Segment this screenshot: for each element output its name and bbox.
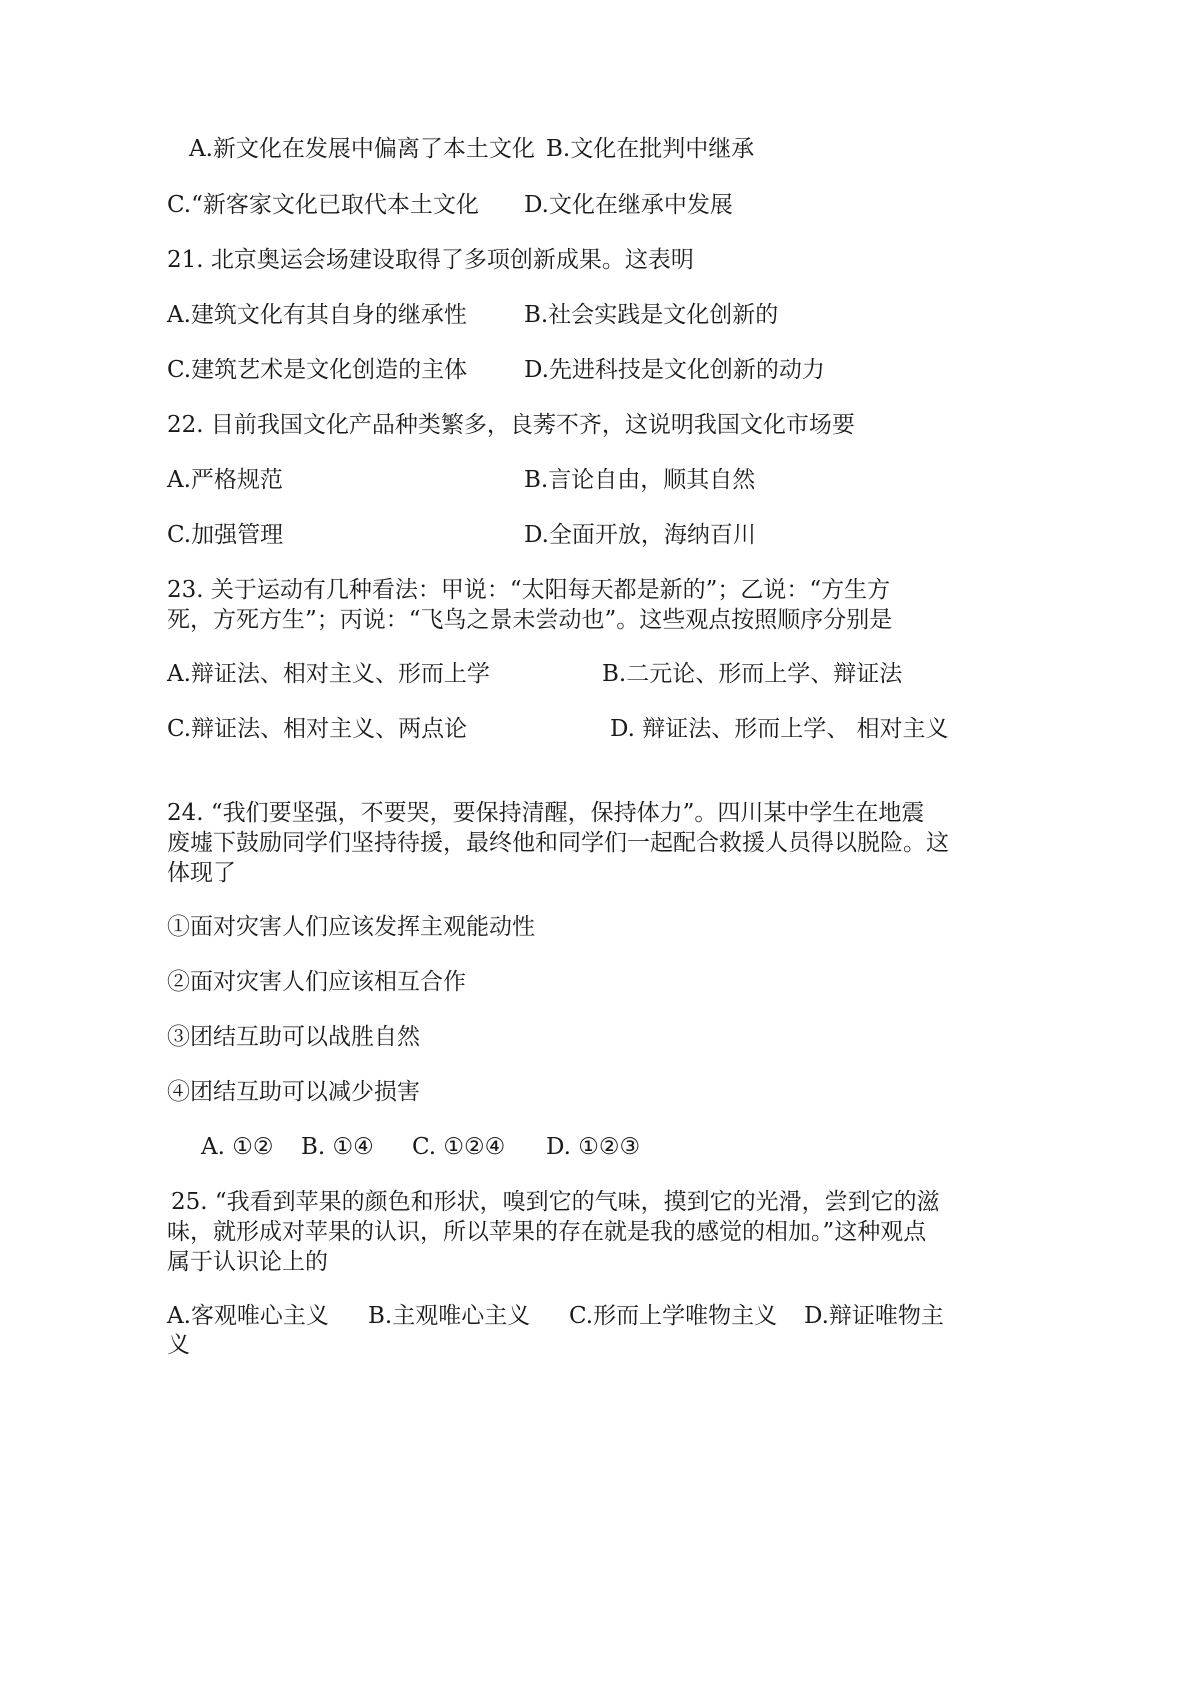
q25-option-d: D.辩证唯物主 [804, 1303, 944, 1329]
q24-option-c: C. ①②④ [412, 1134, 506, 1160]
q21-option-a: A.建筑文化有其自身的继承性 [167, 302, 467, 328]
q22-option-d: D.全面开放，海纳百川 [524, 522, 756, 548]
q25-option-a: A.客观唯心主义 [167, 1303, 329, 1329]
q23-option-d: D. 辩证法、形而上学、 相对主义 [610, 716, 949, 742]
q24-option-b: B. ①④ [301, 1134, 374, 1160]
q21-option-d: D.先进科技是文化创新的动力 [524, 357, 825, 383]
q24-stem-line-3: 体现了 [167, 860, 236, 886]
q24-statement-1: ①面对灾害人们应该发挥主观能动性 [167, 914, 535, 940]
q25-option-c: C.形而上学唯物主义 [569, 1303, 778, 1329]
q20-option-a: A.新文化在发展中偏离了本土文化 [189, 136, 535, 162]
q22-option-b: B.言论自由，顺其自然 [524, 467, 756, 493]
q24-stem-line-1: 24. “我们要坚强，不要哭，要保持清醒，保持体力”。四川某中学生在地震 [167, 800, 925, 826]
q23-option-c: C.辩证法、相对主义、两点论 [167, 716, 468, 742]
q25-option-b: B.主观唯心主义 [368, 1303, 531, 1329]
q20-option-d: D.文化在继承中发展 [524, 192, 733, 218]
q24-option-d: D. ①②③ [546, 1134, 641, 1160]
q24-statement-2: ②面对灾害人们应该相互合作 [167, 969, 466, 995]
q25-stem-line-2: 味，就形成对苹果的认识，所以苹果的存在就是我的感觉的相加。”这种观点 [167, 1219, 927, 1245]
q23-option-a: A.辩证法、相对主义、形而上学 [167, 661, 490, 687]
q24-option-a: A. ①② [201, 1134, 274, 1160]
q22-option-a: A.严格规范 [167, 467, 283, 493]
q21-stem: 21. 北京奥运会场建设取得了多项创新成果。这表明 [167, 247, 694, 273]
q21-option-b: B.社会实践是文化创新的 [524, 302, 779, 328]
q24-statement-4: ④团结互助可以减少损害 [167, 1079, 420, 1105]
q22-stem: 22. 目前我国文化产品种类繁多，良莠不齐，这说明我国文化市场要 [167, 412, 855, 438]
q25-stem-line-1: 25. “我看到苹果的颜色和形状，嗅到它的气味，摸到它的光滑，尝到它的滋 [171, 1189, 940, 1215]
q24-statement-3: ③团结互助可以战胜自然 [167, 1024, 420, 1050]
q22-option-c: C.加强管理 [167, 522, 284, 548]
q24-stem-line-2: 废墟下鼓励同学们坚持待援，最终他和同学们一起配合救援人员得以脱险。这 [167, 830, 949, 856]
q20-option-c: C.“新客家文化已取代本土文化 [167, 192, 479, 218]
q20-option-b: B.文化在批判中继承 [546, 136, 755, 162]
q25-option-d-continuation: 义 [167, 1332, 190, 1358]
q23-stem-line-2: 死，方死方生”；丙说：“飞鸟之景未尝动也”。这些观点按照顺序分别是 [167, 607, 893, 633]
q23-option-b: B.二元论、形而上学、辩证法 [602, 661, 903, 687]
q23-stem-line-1: 23. 关于运动有几种看法：甲说：“太阳每天都是新的”；乙说：“方生方 [167, 577, 891, 603]
q21-option-c: C.建筑艺术是文化创造的主体 [167, 357, 468, 383]
q25-stem-line-3: 属于认识论上的 [167, 1249, 328, 1275]
